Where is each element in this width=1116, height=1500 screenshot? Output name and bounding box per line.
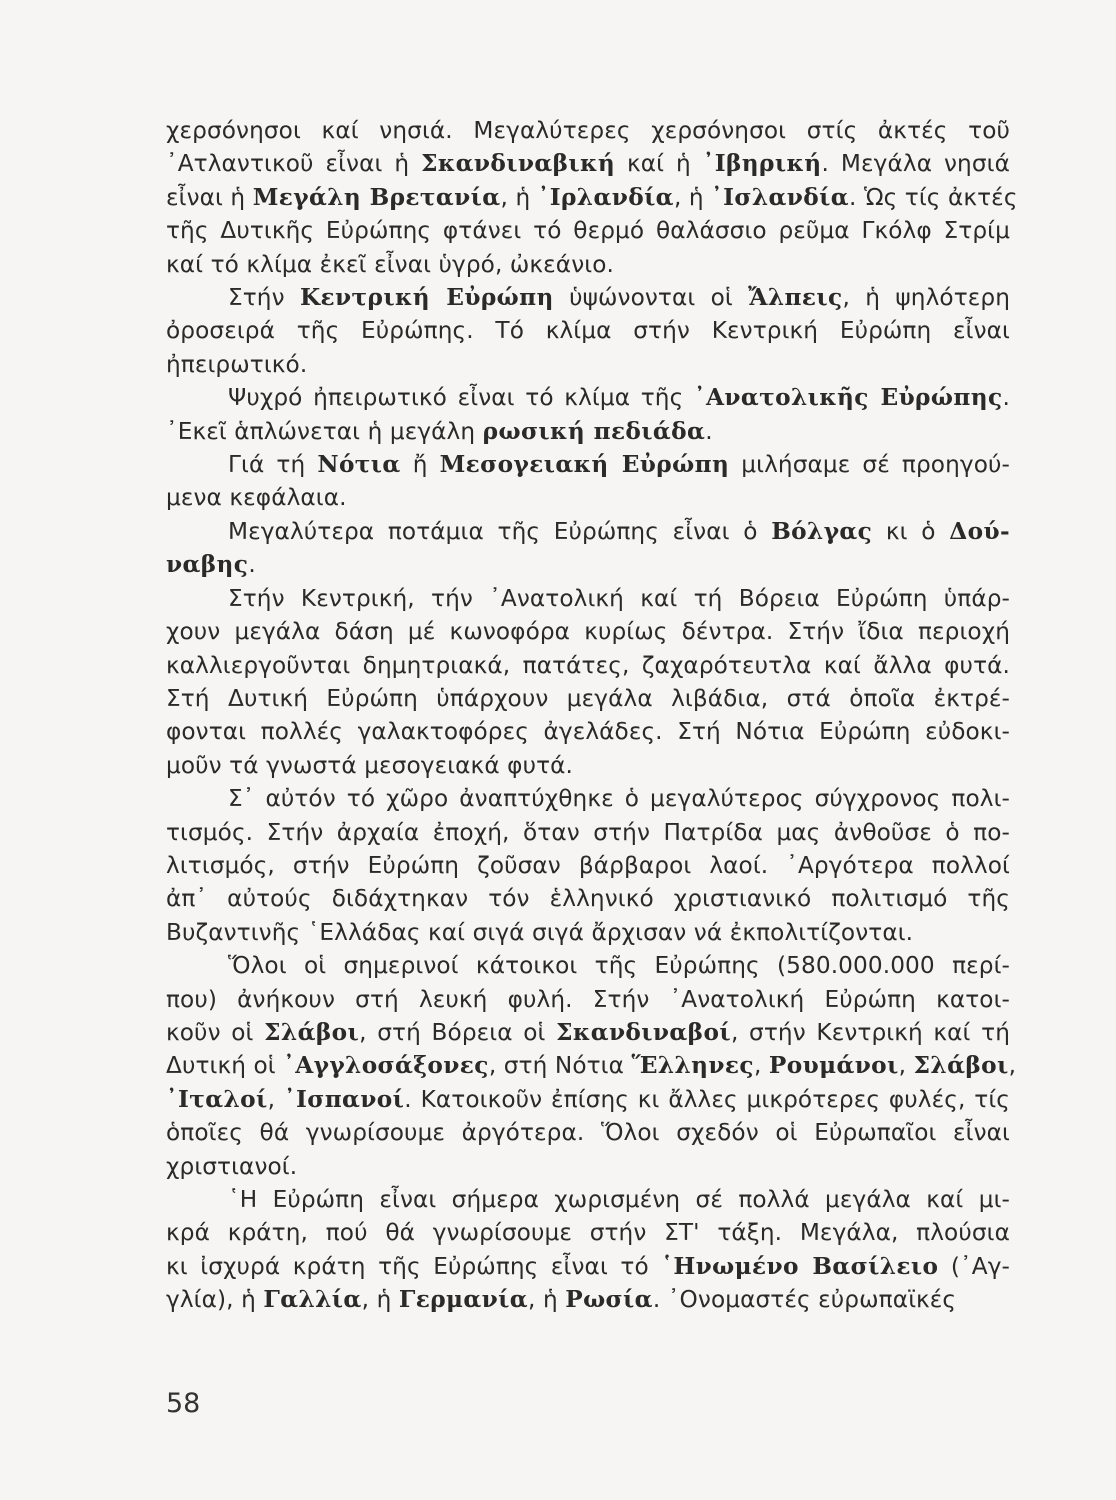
bold-term: ᾿Ανατολικῆς Εὐρώπης [694,384,1003,412]
text-line [166,281,1010,314]
paragraph [166,281,1010,381]
text-line [166,481,1010,514]
paragraph [166,1183,1010,1317]
text-run: φονται πολλές γαλακτοφόρες ἀγελάδες. Στή Νότια Εὐρώπη εὐδοκι- [166,718,1010,746]
text-run: μοῦν τά γνωστά μεσογειακά φυτά. [166,751,574,779]
text-run: , [753,1052,769,1080]
text-run: ἠπειρωτικό. [166,350,308,378]
bold-term: Γερμανία [398,1286,529,1314]
text-run: . Μεγάλα νησιά [821,150,1010,178]
text-line [166,181,1018,214]
text-run: που) ἀνήκουν στή λευκή φυλή. Στήν ᾿Ανατολική Εὐρώπη κατοι- [166,985,1010,1013]
text-run: γλία), ἡ [166,1286,264,1314]
text-run: μενα κεφάλαια. [166,484,347,512]
text-run: . Ὡς τίς ἀκτές [849,183,1018,211]
text-line [166,582,1010,615]
text-line [166,782,1010,815]
bold-term: ᾿Ιταλοί [166,1085,268,1113]
text-run: Μεγαλύτερα ποτάμια τῆς Εὐρώπης εἶναι ὁ [228,517,772,545]
paragraph [166,515,1010,582]
text-run: εἶναι ἡ [166,183,253,211]
paragraph [166,782,1010,949]
text-run: Σ᾿ αὐτόν τό χῶρο ἀναπτύχθηκε ὁ μεγαλύτερος σύγχρονος πολι- [228,785,1010,813]
text-line [166,615,1010,648]
text-run: Στήν [228,284,300,312]
bold-term: ᾿Ιβηρική [702,150,822,178]
text-run: λιτισμός, στήν Εὐρώπη ζοῦσαν βάρβαροι λαοί. ᾿Αργότερα πολλοί [166,851,1010,879]
text-run: καί τό κλίμα ἐκεῖ εἶναι ὑγρό, ὠκεάνιο. [166,250,614,278]
bold-term: Μεγάλη Βρετανία [252,183,501,211]
text-run: κι ὁ [872,517,950,545]
text-run: ᾿Ατλαντικοῦ εἶναι ἡ [166,150,422,178]
page-number: 58 [166,1388,201,1419]
text-line [166,415,1010,448]
text-run: , [1008,1052,1017,1080]
text-run: καί ἡ [615,150,703,178]
paragraph [166,949,1017,1183]
text-run: , ἡ ψηλότερη [842,284,1010,312]
text-line [166,983,1010,1016]
bold-term: Σκανδιναβική [421,150,616,178]
text-line [166,448,1010,481]
text-run: , ἡ [361,1286,399,1314]
bold-term: ᾿Ισλανδία [711,183,850,211]
text-line [166,114,1010,147]
text-run: Γιά τή [228,451,318,479]
text-run: ᾿Εκεῖ ἁπλώνεται ἡ μεγάλη [166,417,483,445]
paragraph [166,114,1018,281]
text-run: , ἡ [500,183,538,211]
text-run: . [705,417,713,445]
bold-term: ρωσική πεδιάδα [482,417,706,445]
text-run: , [267,1085,284,1113]
text-run: , ἡ [528,1286,566,1314]
text-line [166,1150,1010,1183]
text-line [166,682,1010,715]
text-run: ἀπ᾿ αὐτούς διδάχτηκαν τόν ἑλληνικό χριστιανικό πολιτισμό τῆς [166,885,1010,913]
text-line [166,1216,1010,1249]
bold-term: Ἕλληνες [631,1052,754,1080]
bold-term: Ρουμάνοι [768,1052,899,1080]
text-line [166,1016,1010,1049]
text-run: . [248,551,256,579]
text-line [166,248,1010,281]
bold-term: ῾Ηνωμένο Βασίλειο [661,1252,939,1280]
text-line [166,649,1010,682]
text-line [166,515,1010,548]
text-line [166,1283,1010,1316]
text-line [166,849,1010,882]
bold-term: Σκανδιναβοί [556,1018,731,1046]
text-line [166,1250,1010,1283]
text-line [166,348,1010,381]
bold-term: Δού- [949,517,1010,545]
text-line [166,749,1010,782]
text-line [166,314,1010,347]
text-run: χουν μεγάλα δάση μέ κωνοφόρα κυρίως δέντρα. Στήν ἴδια περιοχή [166,618,1010,646]
bold-term: Γαλλία [263,1286,362,1314]
text-run: χερσόνησοι καί νησιά. Μεγαλύτερες χερσόνησοι στίς ἀκτές τοῦ [166,117,1010,144]
text-run: ὁποῖες θά γνωρίσουμε ἀργότερα. Ὅλοι σχεδόν οἱ Εὐρωπαῖοι εἶναι [166,1119,1010,1147]
text-run: . Κατοικοῦν ἐπίσης κι ἄλλες μικρότερες φυλές, τίς [404,1085,1010,1113]
text-run: , ἡ [673,183,712,211]
bold-term: Ἄλπεις [748,284,843,312]
text-run: , στή Βόρεια οἱ [359,1018,557,1046]
text-run: (᾿Αγ- [938,1252,1010,1280]
text-line [166,1049,1017,1082]
text-run: καλλιεργοῦνται δημητριακά, πατάτες, ζαχαρότευτλα καί ἄλλα φυτά. [166,651,1010,679]
text-run: τισμός. Στήν ἀρχαία ἐποχή, ὅταν στήν Πατρίδα μας ἀνθοῦσε ὁ πο- [166,818,1010,846]
text-line [166,816,1010,849]
text-run: ὑψώνονται οἱ [553,284,749,312]
paragraph [166,381,1010,448]
bold-term: ᾿Αγγλοσάξονες [283,1052,489,1080]
text-run: τῆς Δυτικῆς Εὐρώπης φτάνει τό θερμό θαλάσσιο ρεῦμα Γκόλφ Στρίμ [166,217,1010,245]
text-run: χριστιανοί. [166,1152,298,1180]
text-run: Ὅλοι οἱ σημερινοί κάτοικοι τῆς Εὐρώπης (580.000.000 περί- [228,952,1010,980]
text-run: ῾Η Εὐρώπη εἶναι σήμερα χωρισμένη σέ πολλά μεγάλα καί μι- [228,1186,1010,1213]
text-run: ὀροσειρά τῆς Εὐρώπης. Τό κλίμα στήν Κεντρική Εὐρώπη εἶναι [166,317,1010,345]
text-run: , στήν Κεντρική καί τή [730,1018,1011,1046]
text-line [166,916,1010,949]
text-line [166,381,1010,414]
text-run: κοῦν οἱ [166,1018,265,1046]
bold-term: Ρωσία [565,1286,653,1314]
paragraph [166,582,1010,782]
text-run: Στή Δυτική Εὐρώπη ὑπάρχουν μεγάλα λιβάδια, στά ὁποῖα ἐκτρέ- [166,684,1010,712]
text-run: Βυζαντινῆς ῾Ελλάδας καί σιγά σιγά ἄρχισαν νά ἐκπολιτίζονται. [166,918,914,946]
bold-term: ναβης [166,551,249,579]
bold-term: Κεντρική Εὐρώπη [299,284,554,312]
text-line [166,715,1010,748]
text-run: μιλήσαμε σέ προηγού- [729,451,1010,479]
bold-term: Νότια [317,451,401,479]
text-line [166,1083,1010,1116]
text-line [166,1183,1010,1216]
text-line [166,1116,1010,1149]
text-run: Στήν Κεντρική, τήν ᾿Ανατολική καί τή Βόρεια Εὐρώπη ὑπάρ- [228,584,1010,612]
text-line [166,147,1010,180]
bold-term: ᾿Ισπανοί [283,1085,405,1113]
text-run: , [898,1052,914,1080]
text-run: , στή Νότια [488,1052,632,1080]
text-line [166,214,1010,247]
text-run: . ᾿Ονομαστές εὐρωπαϊκές [652,1286,957,1314]
text-run: Ψυχρό ἠπειρωτικό εἶναι τό κλίμα τῆς [228,384,694,412]
bold-term: Σλάβοι [264,1018,360,1046]
text-run: κι ἰσχυρά κράτη τῆς Εὐρώπης εἶναι τό [166,1252,662,1280]
text-line [166,882,1010,915]
text-run: ἤ [400,451,440,479]
bold-term: ᾿Ιρλανδία [537,183,674,211]
text-line [166,548,1010,581]
bold-term: Βόλγας [771,517,873,545]
text-line [166,949,1010,982]
bold-term: Μεσογειακή Εὐρώπη [439,451,730,479]
body-text [166,114,1018,1317]
paragraph [166,448,1010,515]
text-run: κρά κράτη, πού θά γνωρίσουμε στήν ΣΤ' τάξη. Μεγάλα, πλούσια [166,1219,1010,1247]
text-run: Δυτική οἱ [166,1052,284,1080]
bold-term: Σλάβοι [913,1052,1009,1080]
text-run: . [1002,384,1010,412]
